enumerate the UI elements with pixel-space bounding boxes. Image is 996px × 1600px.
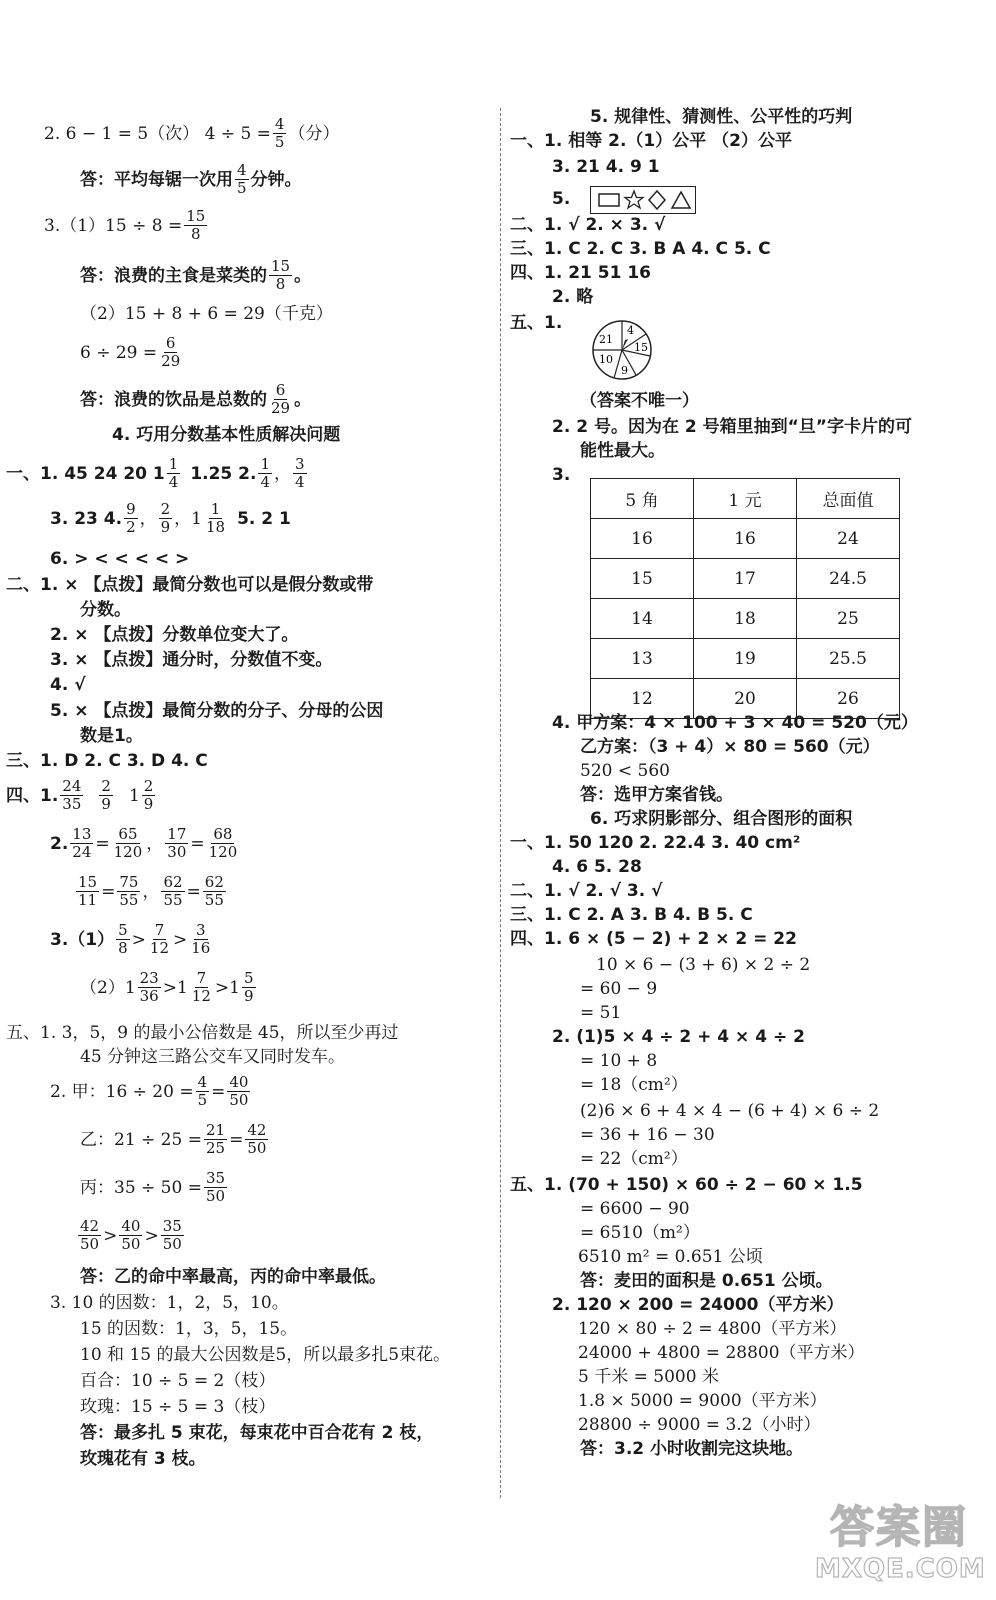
spinner-number: 21 — [599, 333, 613, 346]
left-s5-2a: 2. 甲：16 ÷ 20 = $\frac{4}{5}$ = 40 50 — [50, 1073, 249, 1109]
right-line-13: 乙方案：（3 + 4）× 80 = 560（元） — [580, 737, 880, 757]
spinner-svg — [590, 318, 654, 382]
left-s2-1b: 分数。 — [80, 600, 131, 620]
text: 2. 6 − 1 = 5（次） 4 ÷ 5 = — [44, 123, 271, 144]
left-s4-3b: （2）1 23 36 >1 7 12 >1 5 9 — [80, 969, 254, 1005]
shape-sequence-svg — [591, 187, 695, 213]
left-s5-1b: 45 分钟这三路公交车又同时发车。 — [80, 1047, 346, 1067]
table-row — [591, 519, 900, 559]
left-s4-2a: 2. 13 24 = 65 120 ， 17 30 = 68 120 — [50, 825, 238, 861]
table-cell: 20 — [694, 679, 797, 719]
left-s1-3: 3. 23 4. 9 2 ， 2 9 ， 1 1 18 5. 2 1 — [50, 500, 291, 536]
left-line-1 — [44, 116, 339, 151]
table-cell: 24.5 — [797, 559, 900, 599]
table-cell: 13 — [591, 639, 694, 679]
table-cell: 26 — [797, 679, 900, 719]
right-line-18: 二、1. √ 2. √ 3. √ — [510, 881, 663, 901]
left-s2-1a: 二、1. × 【点拨】最简分数也可以是假分数或带 — [6, 575, 374, 595]
left-s4-2b: 15 11 = 75 55 ， 62 55 = 62 55 — [78, 873, 224, 909]
left-s4-1: 四、1. 24 35 2 9 1 2 9 — [6, 777, 154, 813]
right-line-41: 答：3.2 小时收割完这块地。 — [580, 1439, 804, 1459]
left-s2-5b: 数是1。 — [80, 726, 143, 746]
right-line-29: = 22（cm²） — [580, 1149, 688, 1169]
left-s5-3f: 答：最多扎 5 束花，每束花中百合花有 2 枝， — [80, 1423, 434, 1443]
right-line-16: 一、1. 50 120 2. 22.4 3. 40 cm² — [510, 833, 801, 853]
spinner-number: 10 — [599, 353, 613, 366]
left-line-3: 3.（1）15 ÷ 8 = $\frac{15}{8}$ — [44, 207, 206, 243]
right-line-31: = 6600 − 90 — [580, 1199, 690, 1219]
section-title-6: 6. 巧求阴影部分、组合图形的面积 — [590, 809, 853, 829]
right-line-35: 2. 120 × 200 = 24000（平方米） — [552, 1295, 844, 1315]
table-cell: 16 — [694, 519, 797, 559]
spinner-diagram — [590, 318, 654, 387]
right-line-15: 答：选甲方案省钱。 — [580, 785, 733, 805]
table-header-cell: 1 元 — [694, 479, 797, 519]
left-line-7: 答：浪费的饮品是总数的 6 29 。 — [80, 381, 312, 417]
left-line-4: 答：浪费的主食是菜类的 15 8 。 — [80, 257, 312, 293]
coin-table — [590, 478, 900, 719]
right-line-33: 6510 m² = 0.651 公顷 — [578, 1247, 763, 1267]
left-line-6: 6 ÷ 29 = $\frac{6}{29}$ — [80, 334, 181, 370]
table-cell: 16 — [591, 519, 694, 559]
right-line-6: 四、1. 21 51 16 — [510, 263, 652, 283]
spinner-number: 4 — [627, 324, 634, 337]
left-s5-3g: 玫瑰花有 3 枝。 — [80, 1449, 206, 1469]
right-line-32: = 6510（m²） — [580, 1223, 700, 1243]
shape-sequence-box — [590, 186, 696, 214]
right-line-30: 五、1. (70 + 150) × 60 ÷ 2 − 60 × 1.5 — [510, 1175, 863, 1195]
watermark-text-top: 答案圈 — [830, 1502, 968, 1553]
right-line-40: 28800 ÷ 9000 = 3.2（小时） — [578, 1415, 821, 1435]
right-line-3: 5. — [552, 189, 571, 209]
right-line-14: 520 < 560 — [580, 761, 670, 781]
right-line-25: = 10 + 8 — [580, 1051, 658, 1071]
right-line-17: 4. 6 5. 28 — [552, 857, 642, 877]
left-s4-3a: 3.（1） 5 8 > 7 12 > 3 16 — [50, 921, 211, 957]
right-line-36: 120 × 80 ÷ 2 = 4800（平方米） — [578, 1319, 847, 1339]
table-row — [591, 639, 900, 679]
table-cell: 12 — [591, 679, 694, 719]
right-line-8: 五、1. — [510, 313, 563, 333]
left-line-2: 答：平均每锯一次用 4 5 分钟。 — [80, 161, 302, 197]
table-cell: 25.5 — [797, 639, 900, 679]
left-s2-5a: 5. × 【点拨】最简分数的分子、分母的公因 — [50, 701, 384, 721]
spinner-number: 9 — [621, 364, 628, 377]
table-cell: 24 — [797, 519, 900, 559]
left-s2-4: 4. √ — [50, 675, 86, 695]
left-s5-3c: 10 和 15 的最大公因数是5，所以最多扎5束花。 — [80, 1345, 451, 1365]
left-s1-6: 6. > < < < < > — [50, 549, 190, 569]
table-row — [591, 599, 900, 639]
fraction: 15 8 — [271, 257, 291, 293]
right-line-19: 三、1. C 2. A 3. B 4. B 5. C — [510, 905, 753, 925]
fraction: $\frac{6}{29}$ — [161, 334, 181, 370]
fraction: 6 29 — [271, 381, 291, 417]
left-s3: 三、1. D 2. C 3. D 4. C — [6, 751, 208, 771]
right-line-22: = 60 − 9 — [580, 979, 658, 999]
table-cell: 14 — [591, 599, 694, 639]
triangle-shape — [672, 192, 690, 208]
section-title-5: 5. 规律性、猜测性、公平性的巧判 — [590, 107, 853, 127]
diamond-shape — [649, 191, 665, 209]
table-cell: 19 — [694, 639, 797, 679]
table-header-cell: 总面值 — [797, 479, 900, 519]
fraction: 4 5 — [237, 161, 247, 197]
watermark-text-bottom: MXQE.COM — [815, 1554, 986, 1584]
right-line-24: 2. (1)5 × 4 ÷ 2 + 4 × 4 ÷ 2 — [552, 1027, 805, 1047]
rectangle-shape — [599, 194, 619, 206]
section-title-4: 4. 巧用分数基本性质解决问题 — [112, 425, 341, 445]
right-line-34: 答：麦田的面积是 0.651 公顷。 — [580, 1271, 833, 1291]
table-header-cell: 5 角 — [591, 479, 694, 519]
left-s5-2d: 42 50 > 40 50 > 35 50 — [80, 1217, 182, 1253]
right-line-9: （答案不唯一） — [580, 391, 699, 411]
left-line-5: （2）15 + 8 + 6 = 29（千克） — [80, 304, 333, 324]
fraction: $\frac{15}{8}$ — [186, 207, 206, 243]
right-line-23: = 51 — [580, 1003, 622, 1023]
table-cell: 17 — [694, 559, 797, 599]
spinner-number: 15 — [634, 341, 648, 354]
right-line-26: = 18（cm²） — [580, 1075, 688, 1095]
table-cell: 25 — [797, 599, 900, 639]
left-s5-3a: 3. 10 的因数：1，2，5，10。 — [50, 1293, 289, 1313]
star-shape — [625, 191, 643, 208]
left-s5-3b: 15 的因数：1，3，5，15。 — [80, 1319, 298, 1339]
left-s5-2c: 丙：35 ÷ 50 = $\frac{35}{50}$ — [80, 1169, 226, 1205]
right-line-2: 3. 21 4. 9 1 — [552, 157, 660, 177]
fraction: $\frac{4}{5}$ — [274, 115, 285, 151]
right-line-20: 四、1. 6 × (5 − 2) + 2 × 2 = 22 — [510, 929, 797, 949]
text: （分） — [288, 123, 340, 144]
right-line-7: 2. 略 — [552, 287, 594, 307]
left-s2-2: 2. × 【点拨】分数单位变大了。 — [50, 625, 299, 645]
right-line-12: 4. 甲方案：4 × 100 + 3 × 40 = 520（元） — [552, 713, 918, 733]
right-line-10a: 2. 2 号。因为在 2 号箱里抽到“旦”字卡片的可 — [552, 417, 912, 437]
right-line-5: 三、1. C 2. C 3. B A 4. C 5. C — [510, 239, 771, 259]
right-line-21: 10 × 6 − (3 + 6) × 2 ÷ 2 — [596, 955, 811, 975]
left-s5-1a: 五、1. 3，5，9 的最小公倍数是 45，所以至少再过 — [6, 1023, 399, 1043]
right-line-27: (2)6 × 6 + 4 × 4 − (6 + 4) × 6 ÷ 2 — [580, 1101, 880, 1121]
left-s5-2b: 乙：21 ÷ 25 = $\frac{21}{25}$ = 42 50 — [80, 1121, 267, 1157]
right-line-28: = 36 + 16 − 30 — [580, 1125, 715, 1145]
table-cell: 15 — [591, 559, 694, 599]
right-line-1: 一、1. 相等 2.（1）公平 （2）公平 — [510, 131, 792, 151]
left-s5-2-answer: 答：乙的命中率最高，丙的命中率最低。 — [80, 1267, 386, 1287]
watermark-logo — [815, 1502, 986, 1593]
right-line-4: 二、1. √ 2. × 3. √ — [510, 215, 666, 235]
table-header-row — [591, 479, 900, 519]
right-line-10b: 能性最大。 — [580, 441, 665, 461]
right-line-38: 5 千米 = 5000 米 — [578, 1367, 719, 1387]
right-line-11: 3. — [552, 465, 571, 485]
table-cell: 18 — [694, 599, 797, 639]
column-divider — [500, 108, 501, 1498]
left-s1-1: 一、1. 45 24 20 1 1 4 1.25 2. 1 4 ， 3 4 — [6, 455, 305, 491]
left-s5-3e: 玫瑰：15 ÷ 5 = 3（枝） — [80, 1397, 276, 1417]
right-line-39: 1.8 × 5000 = 9000（平方米） — [578, 1391, 827, 1411]
left-s5-3d: 百合：10 ÷ 5 = 2（枝） — [80, 1371, 276, 1391]
left-s2-3: 3. × 【点拨】通分时，分数值不变。 — [50, 650, 333, 670]
right-line-37: 24000 + 4800 = 28800（平方米） — [578, 1343, 865, 1363]
table-row — [591, 559, 900, 599]
